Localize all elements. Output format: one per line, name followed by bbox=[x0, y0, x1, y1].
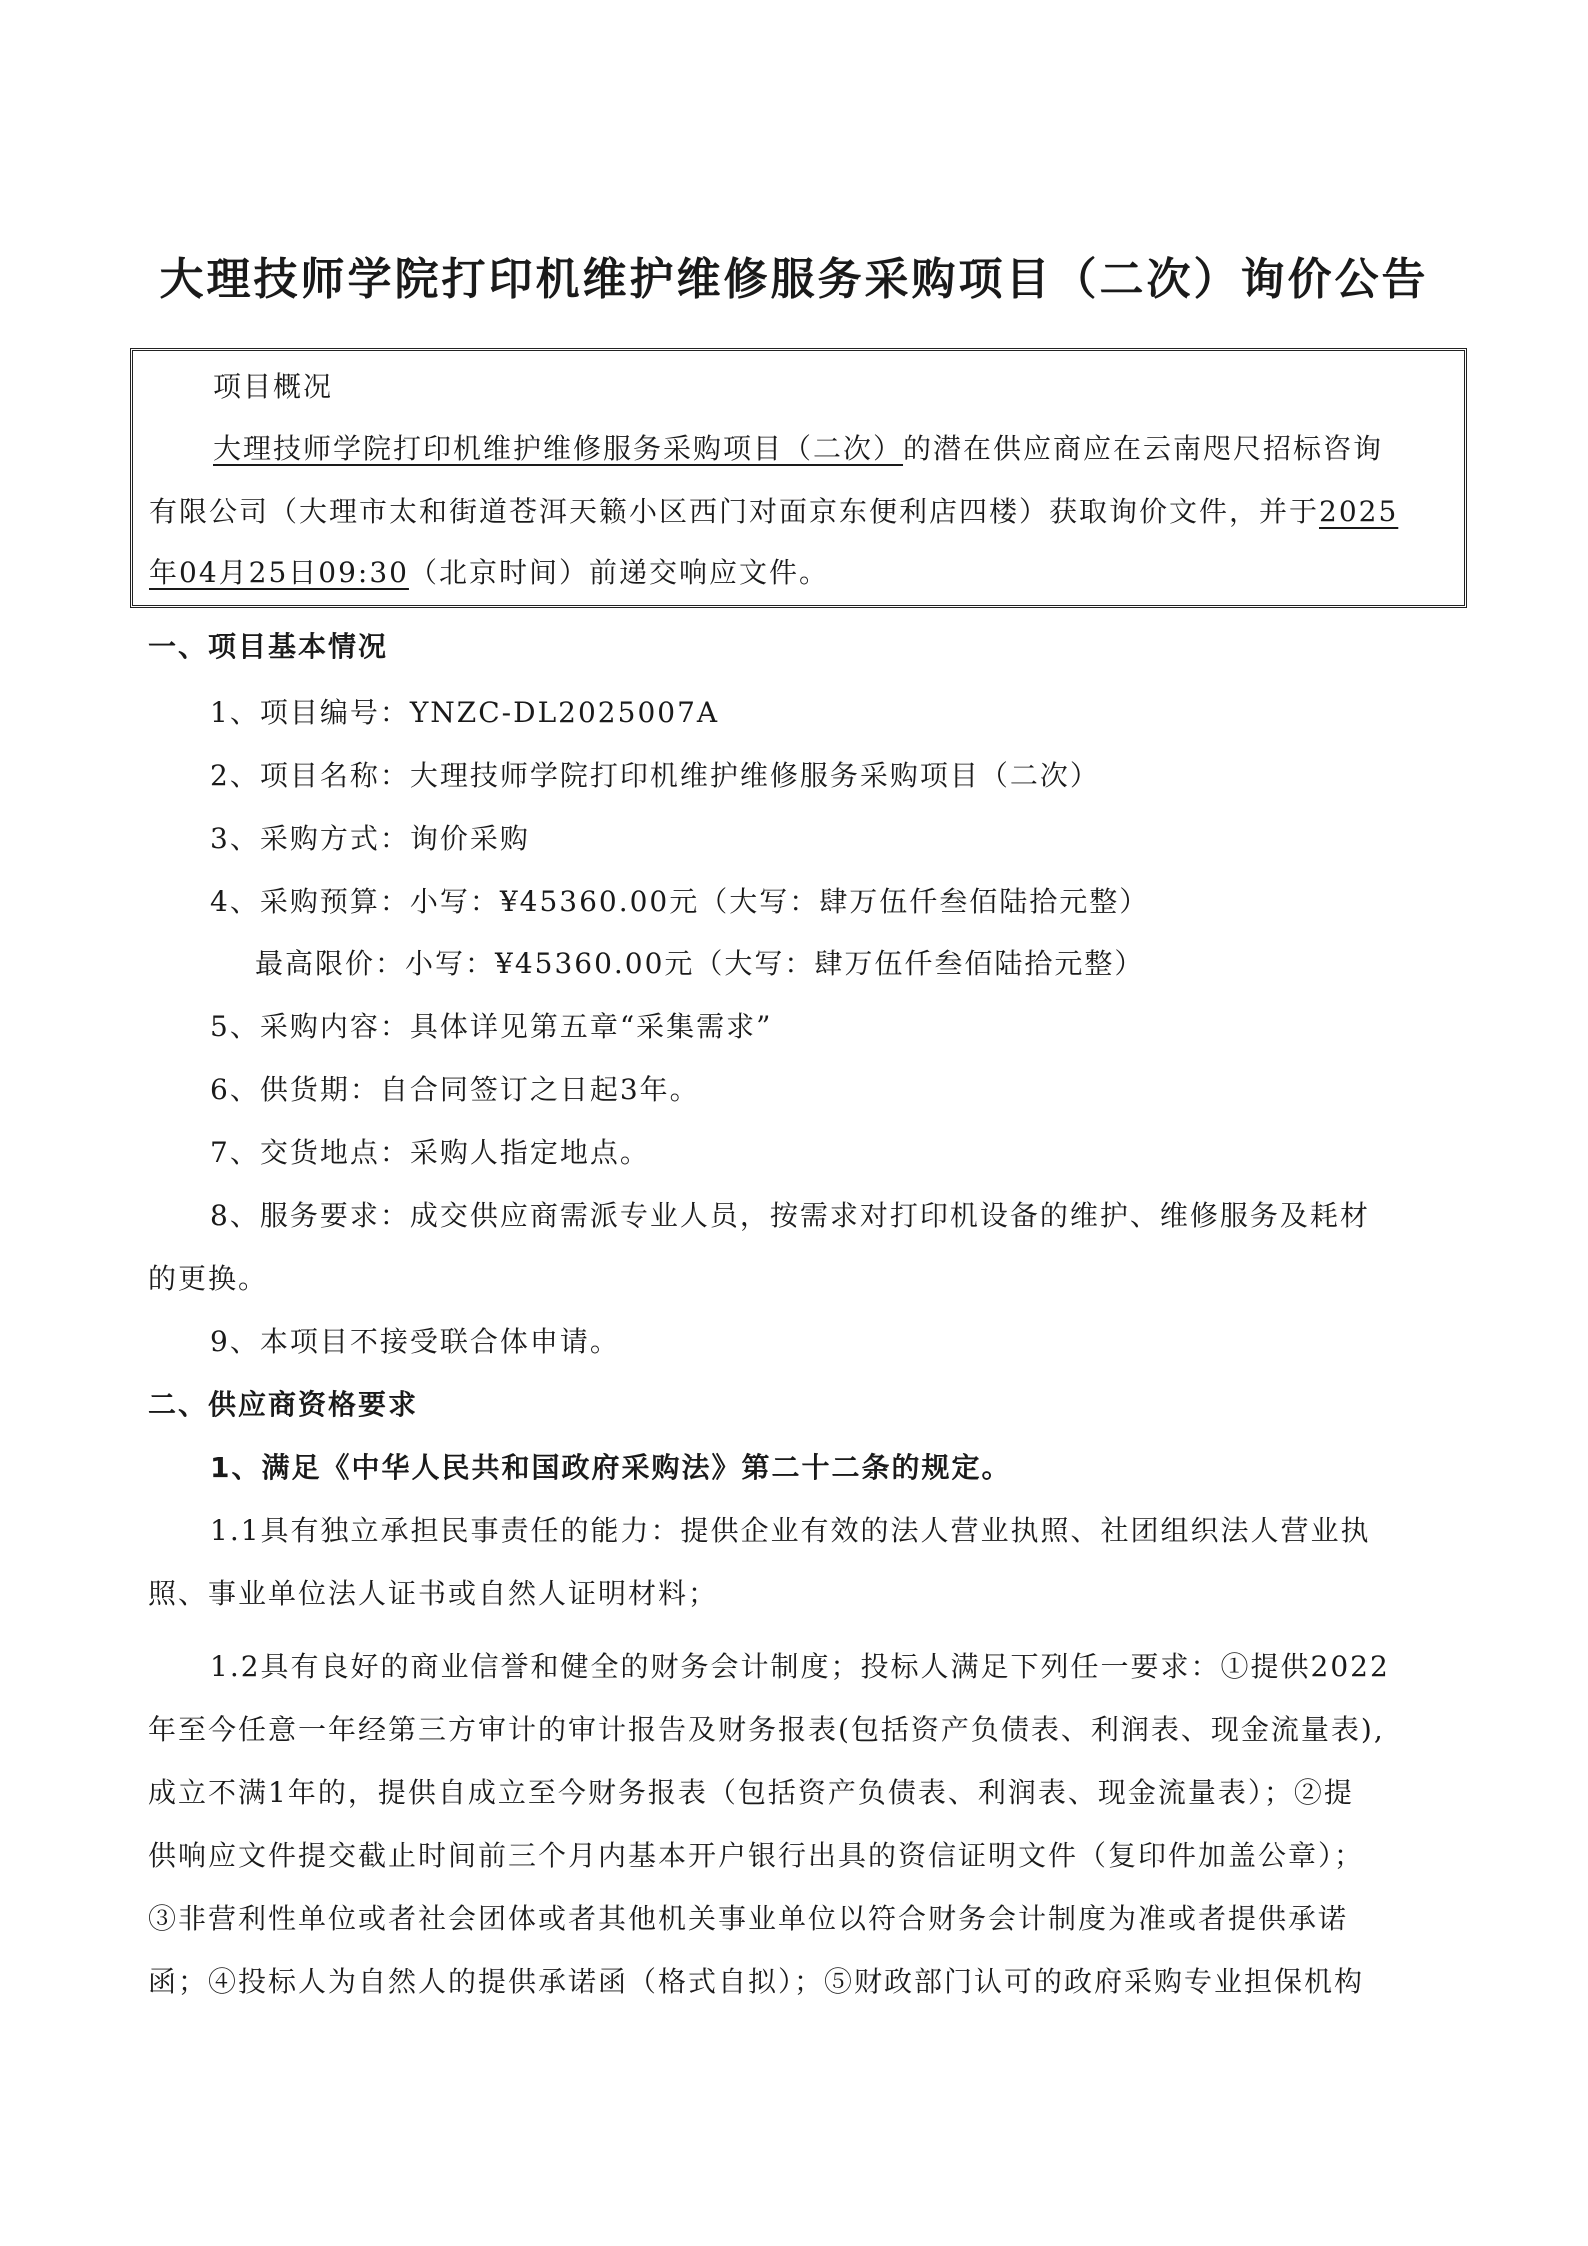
paragraph-line: 照、事业单位法人证书或自然人证明材料； bbox=[148, 1577, 719, 1610]
paragraph-line: 函；④投标人为自然人的提供承诺函（格式自拟）；⑤财政部门认可的政府采购专业担保机构 bbox=[148, 1965, 1365, 1998]
paragraph-line: 供响应文件提交截止时间前三个月内基本开户银行出具的资信证明文件（复印件加盖公章）； bbox=[148, 1839, 1365, 1872]
paragraph-line: 1.1具有独立承担民事责任的能力：提供企业有效的法人营业执照、社团组织法人营业执 bbox=[210, 1514, 1371, 1547]
project-overview-box bbox=[130, 348, 1467, 608]
list-item: 最高限价：小写：¥45360.00元（大写：肆万伍仟叁佰陆拾元整） bbox=[255, 947, 1145, 980]
section-2-subheading: 1、满足《中华人民共和国政府采购法》第二十二条的规定。 bbox=[210, 1451, 1012, 1484]
list-item: 6、供货期：自合同签订之日起3年。 bbox=[210, 1073, 700, 1106]
list-item: 5、采购内容：具体详见第五章“采集需求” bbox=[210, 1010, 773, 1043]
list-item: 2、项目名称：大理技师学院打印机维护维修服务采购项目（二次） bbox=[210, 759, 1100, 792]
page-title: 大理技师学院打印机维护维修服务采购项目（二次）询价公告 bbox=[159, 254, 1429, 305]
paragraph-line: ③非营利性单位或者社会团体或者其他机关事业单位以符合财务会计制度为准或者提供承诺 bbox=[148, 1902, 1349, 1935]
section-1-heading: 一、项目基本情况 bbox=[148, 630, 389, 663]
list-item-continued: 的更换。 bbox=[148, 1262, 269, 1295]
project-name-link: 大理技师学院打印机维护维修服务采购项目（二次） bbox=[213, 432, 904, 465]
paragraph-line: 成立不满1年的，提供自成立至今财务报表（包括资产负债表、利润表、现金流量表）；②提 bbox=[148, 1776, 1354, 1809]
overview-heading: 项目概况 bbox=[213, 370, 334, 403]
overview-line-2: 有限公司（大理市太和街道苍洱天籁小区西门对面京东便利店四楼）获取询价文件，并于2025 bbox=[149, 495, 1399, 528]
list-item: 8、服务要求：成交供应商需派专业人员，按需求对打印机设备的维护、维修服务及耗材 bbox=[210, 1199, 1370, 1232]
section-2-heading: 二、供应商资格要求 bbox=[148, 1388, 419, 1421]
paragraph-line: 年至今任意一年经第三方审计的审计报告及财务报表(包括资产负债表、利润表、现金流量表), bbox=[148, 1713, 1385, 1746]
overview-line-3: 年04月25日09:30（北京时间）前递交响应文件。 bbox=[149, 556, 829, 589]
list-item: 7、交货地点：采购人指定地点。 bbox=[210, 1136, 650, 1169]
paragraph-line: 1.2具有良好的商业信誉和健全的财务会计制度；投标人满足下列任一要求：①提供2022 bbox=[210, 1650, 1390, 1683]
list-item: 9、本项目不接受联合体申请。 bbox=[210, 1325, 620, 1358]
list-item: 1、项目编号：YNZC-DL2025007A bbox=[210, 696, 720, 729]
overview-line-1: 大理技师学院打印机维护维修服务采购项目（二次）的潜在供应商应在云南咫尺招标咨询 bbox=[213, 432, 1384, 465]
list-item: 3、采购方式：询价采购 bbox=[210, 822, 530, 855]
deadline-date: 年04月25日09:30 bbox=[149, 556, 409, 589]
list-item: 4、采购预算：小写：¥45360.00元（大写：肆万伍仟叁佰陆拾元整） bbox=[210, 885, 1150, 918]
